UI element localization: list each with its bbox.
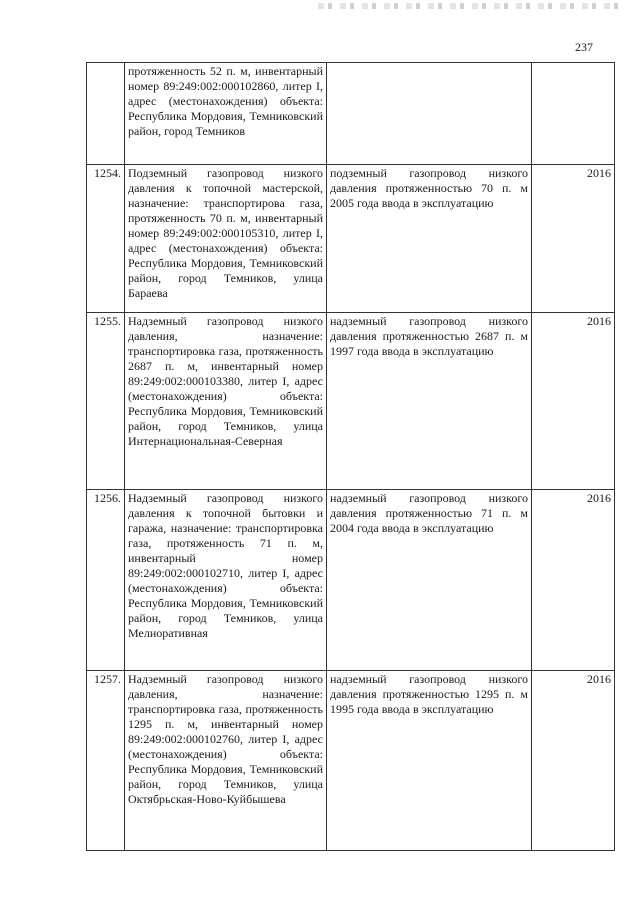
- object-characteristics: надземный газопровод низкого давления протяженностью 2687 п. м 1997 года ввода в эксплуатацию: [327, 313, 532, 490]
- row-number: 1257.: [87, 671, 125, 851]
- object-characteristics: надземный газопровод низкого давления протяженностью 71 п. м 2004 года ввода в эксплуатацию: [327, 490, 532, 671]
- object-description: Подземный газопровод низкого давления к топочной мастерской, назначение: транспортирова газа, протяженность 70 п. м, инвентарный номер 89:249:002:000105310, литер I, адрес (местонахождения) объекта: Республика Мордовия, Темниковский район, город Темников, улица Бараева: [125, 165, 327, 313]
- object-description: Надземный газопровод низкого давления к топочной бытовки и гаража, назначение: транспортировка газа, протяженность 71 п. м, инвентарный номер 89:249:002:000102710, литер I, адрес (местонахождения) объекта: Республика Мордовия, Темниковский район, город Темников, улица Мелиоративная: [125, 490, 327, 671]
- object-description: протяженность 52 п. м, инвентарный номер 89:249:002:000102860, литер I, адрес (местонахождения) объекта: Республика Мордовия, Темниковский район, город Темников: [125, 63, 327, 165]
- transfer-year: 2016: [532, 490, 615, 671]
- row-number: 1256.: [87, 490, 125, 671]
- object-characteristics: подземный газопровод низкого давления протяженностью 70 п. м 2005 года ввода в эксплуатацию: [327, 165, 532, 313]
- object-characteristics: надземный газопровод низкого давления протяженностью 1295 п. м 1995 года ввода в эксплуатацию: [327, 671, 532, 851]
- table-row: [87, 671, 615, 851]
- row-number: [87, 63, 125, 165]
- table-row-continuation: [87, 63, 615, 165]
- property-registry-table: [86, 62, 615, 851]
- table-row: [87, 313, 615, 490]
- transfer-year: 2016: [532, 165, 615, 313]
- transfer-year: [532, 63, 615, 165]
- object-description: Надземный газопровод низкого давления, назначение: транспортировка газа, протяженность 2687 п. м, инвентарный номер 89:249:002:000103380, литер I, адрес (местонахождения) объекта: Республика Мордовия, Темниковский район, город Темников, улица Интернациональная-Северная: [125, 313, 327, 490]
- object-description: Надземный газопровод низкого давления, назначение: транспортировка газа, протяженность 1295 п. м, инвентарный номер 89:249:002:000102760, литер I, адрес (местонахождения) объекта: Республика Мордовия, Темниковский район, город Темников, улица Октябрьская-Ново-Куйбышева: [125, 671, 327, 851]
- page-number: 237: [575, 40, 593, 54]
- table-row: [87, 165, 615, 313]
- object-characteristics: [327, 63, 532, 165]
- row-number: 1255.: [87, 313, 125, 490]
- scan-artifact: [318, 3, 618, 9]
- table-row: [87, 490, 615, 671]
- row-number: 1254.: [87, 165, 125, 313]
- transfer-year: 2016: [532, 313, 615, 490]
- transfer-year: 2016: [532, 671, 615, 851]
